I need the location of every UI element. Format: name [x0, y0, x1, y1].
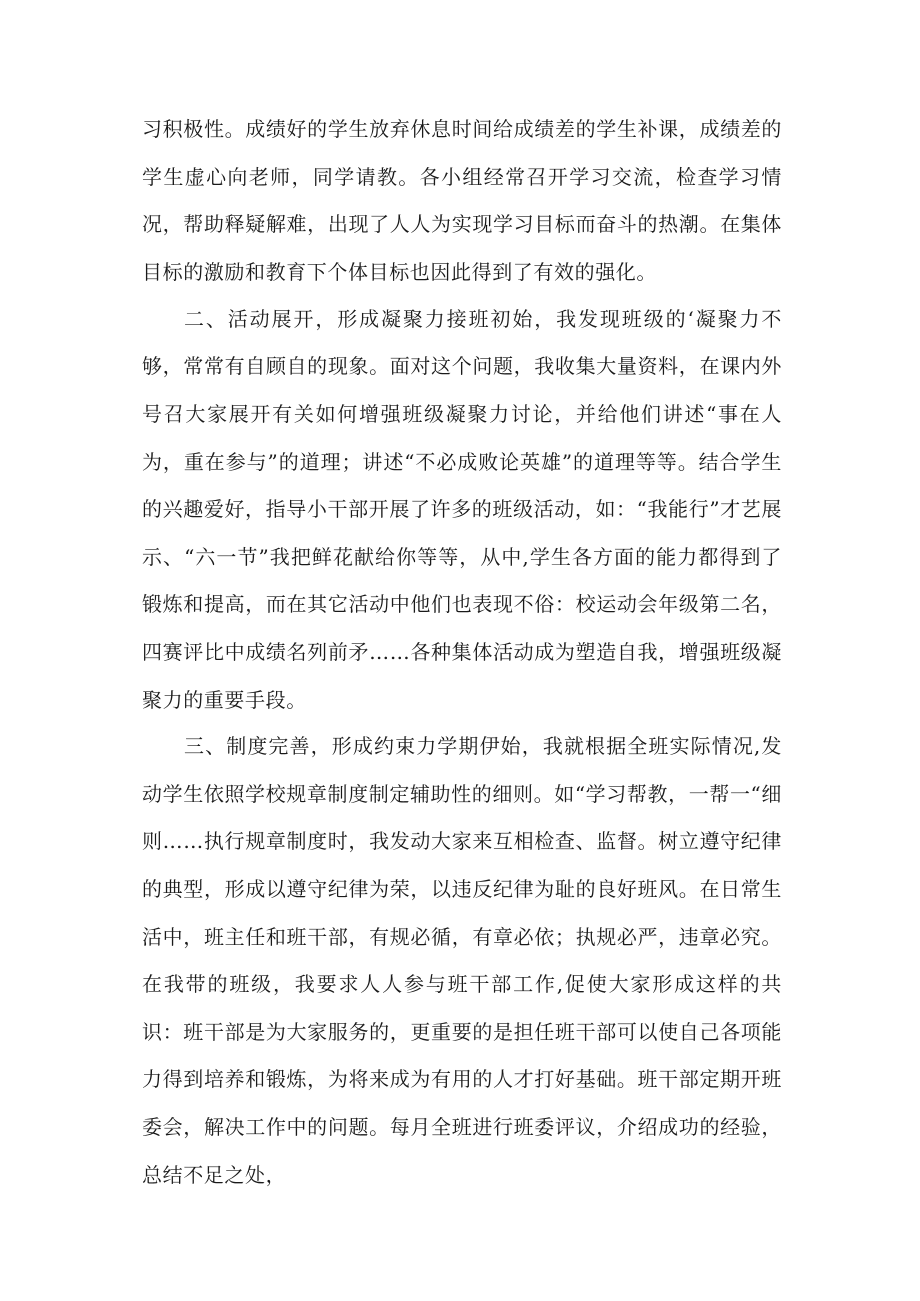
document-body — [142, 106, 782, 1199]
paragraph-rules: 三、制度完善，形成约束力学期伊始，我就根据全班实际情况,发动学生依照学校规章制度制定辅助性的细则。如“学习帮教，一帮一“细则……执行规章制度时，我发动大家来互相检查、监督。树立遵守纪律的典型，形成以遵守纪律为荣，以违反纪律为耻的良好班风。在日常生活中，班主任和班干部，有规必循，有章必依；执规必严，违章必究。在我带的班级，我要求人人参与班干部工作,促使大家形成这样的共识：班干部是为大家服务的，更重要的是担任班干部可以使自己各项能力得到培养和锻炼，为将来成为有用的人才打好基础。班干部定期开班委会，解决工作中的问题。每月全班进行班委评议，介绍成功的经验，总结不足之处， — [142, 734, 782, 1187]
paragraph-activities: 二、活动展开，形成凝聚力接班初始，我发现班级的‘凝聚力不够，常常有自顾自的现象。面对这个问题，我收集大量资料，在课内外号召大家展开有关如何增强班级凝聚力讨论，并给他们讲述“事在人为，重在参与”的道理；讲述“不必成败论英雄”的道理等等。结合学生的兴趣爱好，指导小干部开展了许多的班级活动，如：“我能行”才艺展示、“六一节”我把鲜花献给你等等，从中,学生各方面的能力都得到了锻炼和提高，而在其它活动中他们也表现不俗：校运动会年级第二名，四赛评比中成绩名列前矛……各种集体活动成为塑造自我，增强班级凝聚力的重要手段。 — [142, 306, 782, 712]
paragraph-continuation: 习积极性。成绩好的学生放弃休息时间给成绩差的学生补课，成绩差的学生虚心向老师，同学请教。各小组经常召开学习交流，检查学习情况，帮助释疑解难，出现了人人为实现学习目标而奋斗的热潮。在集体目标的激励和教育下个体目标也因此得到了有效的强化。 — [142, 117, 782, 284]
